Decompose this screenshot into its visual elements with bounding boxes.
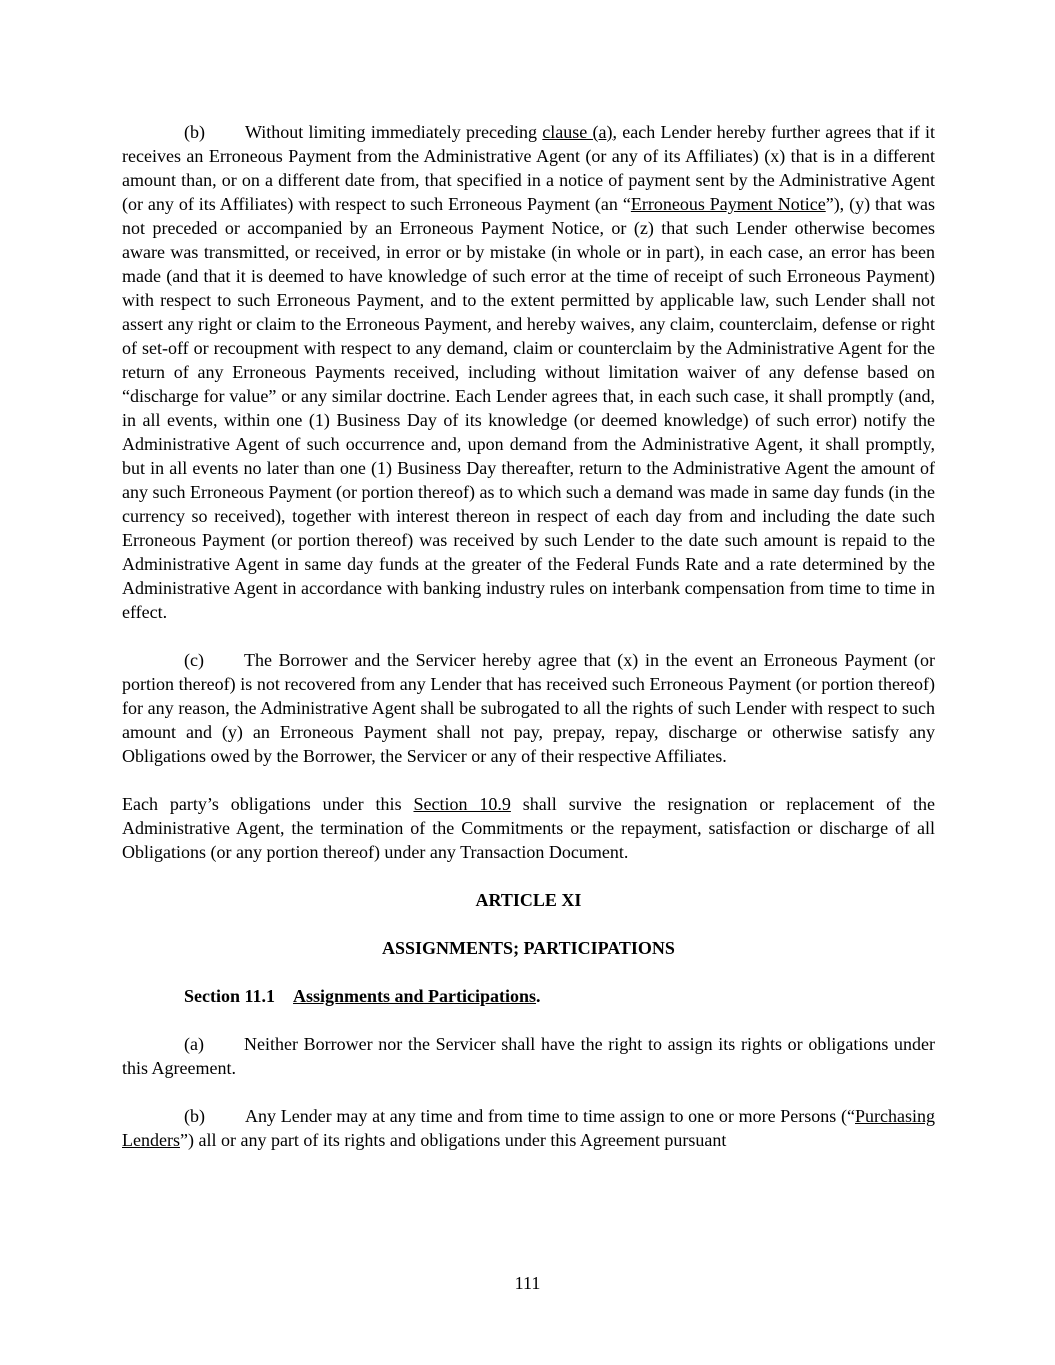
text-run: Without limiting immediately preceding xyxy=(245,122,543,142)
list-label: (b) xyxy=(184,1106,205,1126)
list-label: (c) xyxy=(184,650,204,670)
section-11-1-heading xyxy=(122,984,935,1008)
section-label: Section 11.1 xyxy=(184,986,276,1006)
text-run: , each Lender hereby further agrees that if it receives an Erroneous Payment from the Administrative Agent (or any of its Affiliates) (x) that is in a different amount than, or on a different date from, that specified in a notice of payment sent by the Administrative Agent (or any of its Affiliates) with respect to such Erroneous Payment (an “ xyxy=(122,122,936,214)
text-run: ”) all or any part of its rights and obligations under this Agreement pursuant xyxy=(179,1130,727,1150)
article-subtitle-text: ASSIGNMENTS; PARTICIPATIONS xyxy=(382,938,675,958)
section-title: Assignments and Participations xyxy=(293,986,537,1006)
article-subtitle-heading xyxy=(122,936,935,960)
paragraph-b-erroneous-payment xyxy=(122,120,935,624)
text-run: ”), (y) that was not preceded or accompanied by an Erroneous Payment Notice, or (z) that such Lender otherwise becomes aware was transmitted, or received, in error or by mistake (in whole or in part), in each case, an error has been made (and that it is deemed to have knowledge of such error at the time of receipt of such Erroneous Payment) with respect to such Erroneous Payment, and to the extent permitted by applicable law, such Lender shall not assert any right or claim to the Erroneous Payment, and hereby waives, any claim, counterclaim, defense or right of set-off or recoupment with respect to any demand, claim or counterclaim by the Administrative Agent for the return of any Erroneous Payments received, including without limitation waiver of any defense based on “discharge for value” or any similar doctrine. Each Lender agrees that, in each such case, it shall promptly (and, in all events, within one (1) Business Day of its knowledge (or deemed knowledge) of such error) notify the Administrative Agent of such occurrence and, upon demand from the Administrative Agent, it shall promptly, but in all events no later than one (1) Business Day thereafter, return to the Administrative Agent the amount of any such Erroneous Payment (or portion thereof) as to which such a demand was made in same day funds (in the currency so received), together with interest thereon in respect of each day from and including the date such Erroneous Payment (or portion thereof) was received by such Lender to the date such amount is repaid to the Administrative Agent in same day funds at the greater of the Federal Funds Rate and a rate determined by the Administrative Agent in accordance with banking industry rules on interbank compensation from time to time in effect. xyxy=(122,194,935,622)
article-heading xyxy=(122,888,935,912)
text-run: Each party’s obligations under this xyxy=(122,794,414,814)
list-label: (b) xyxy=(184,122,205,142)
defined-term-purchasing-lenders: Purchasing Lenders xyxy=(122,1106,935,1150)
text-run: Any Lender may at any time and from time to time assign to one or more Persons (“ xyxy=(245,1106,855,1126)
cross-reference-clause-a: clause (a) xyxy=(542,122,613,142)
paragraph-b-lender-assignment xyxy=(122,1104,935,1152)
paragraph-c-subrogation xyxy=(122,648,935,768)
text-run: shall survive the resignation or replacement of the Administrative Agent, the termination of the Commitments or the repayment, satisfaction or discharge of all Obligations (or any portion thereof) under any Transaction Document. xyxy=(122,794,936,862)
paragraph-a-no-assignment xyxy=(122,1032,935,1080)
page-number: 111 xyxy=(514,1273,541,1293)
defined-term-erroneous-payment-notice: Erroneous Payment Notice xyxy=(630,194,826,214)
article-heading-text: ARTICLE XI xyxy=(475,890,582,910)
section-title-period: . xyxy=(536,986,541,1006)
cross-reference-section-10-9: Section 10.9 xyxy=(413,794,511,814)
paragraph-survival xyxy=(122,792,935,864)
text-run: The Borrower and the Servicer hereby agree that (x) in the event an Erroneous Payment (or portion thereof) is not recovered from any Lender that has received such Erroneous Payment (or portion thereof) for any reason, the Administrative Agent shall be subrogated to all the rights of such Lender with respect to such amount and (y) an Erroneous Payment shall not pay, prepay, repay, discharge or otherwise satisfy any Obligations owed by the Borrower, the Servicer or any of their respective Affiliates. xyxy=(122,650,935,766)
list-label: (a) xyxy=(184,1034,204,1054)
text-run: Neither Borrower nor the Servicer shall have the right to assign its rights or obligations under this Agreement. xyxy=(122,1034,935,1078)
